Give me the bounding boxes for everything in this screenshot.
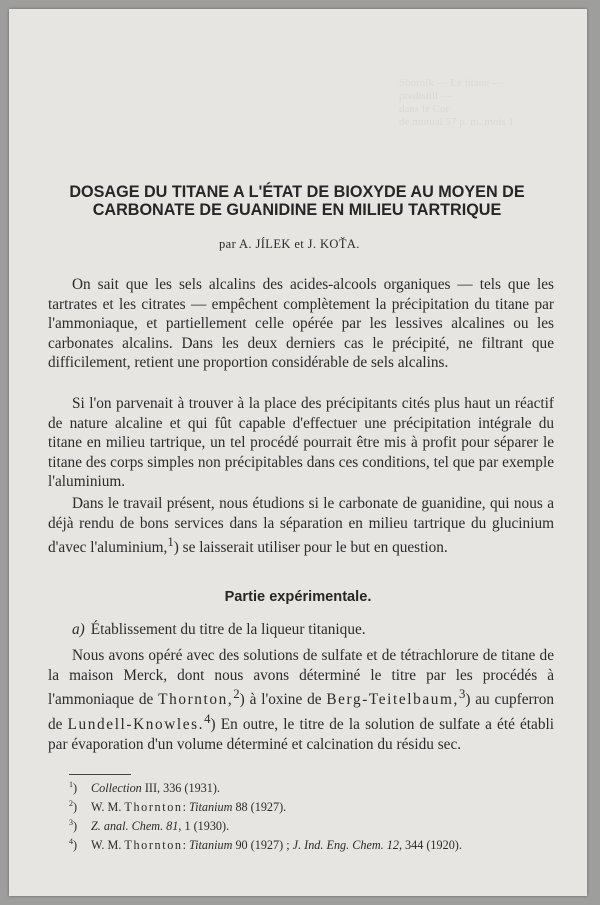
footnote-marker: 2 <box>69 799 73 809</box>
ghost-line: de mutual 57 p. m. mois 1 <box>399 116 514 128</box>
footnote-number: $^4$) <box>69 837 78 853</box>
ghost-line: Sbornik — Le titane — <box>399 77 503 89</box>
author-name: Berg-Teitelbaum, <box>326 691 459 709</box>
footnote-text: W. M. <box>91 800 125 815</box>
subsection-heading <box>48 620 554 640</box>
paragraph-intro: On sait que les sels alcalins des acides-alcools organiques — tels que les tartrates et les citrates — empêchent complètement la précipitation du titane par l'ammoniaque, et partiellement celle opérée par les lessives alcalines ou les carbonates alcalins. Dans les deux derniers cas le précipité, ne filtrant que difficilement, retient une proportion considérable de sels alcalins. <box>48 276 554 372</box>
footnote-4 <box>69 834 569 853</box>
footnote-number: $^2$) <box>69 799 78 815</box>
footnote-text: Titanium <box>189 838 233 853</box>
footnote-text: Collection <box>91 781 142 796</box>
text-run: ) En outre, le titre de la solution de sulfate a été établi par évaporation d'un volume déterminé et calcination du résidu sec. <box>48 715 554 753</box>
footnote-text: : <box>182 800 190 815</box>
footnote-text: Titanium <box>189 800 233 815</box>
footnote-text: : <box>182 838 190 853</box>
footnote-marker: 1 <box>69 780 73 789</box>
footnote-text: Z. anal. Chem. 81, <box>91 819 182 834</box>
footnote-number: $^1$) <box>69 780 78 796</box>
footnote-text: 88 (1927). <box>232 800 287 815</box>
text-run: ) au cupferron de <box>48 691 554 733</box>
ghost-line: dans le Cor <box>399 103 450 115</box>
article-title: DOSAGE DU TITANE A L'ÉTAT DE BIOXYDE AU MOYEN DE CARBONATE DE GUANIDINE EN MILIEU TARTRIQUE <box>69 183 525 219</box>
footnote-ref: 4 <box>204 711 211 726</box>
footnote-3 <box>69 815 569 834</box>
footnote-marker: 3 <box>69 818 73 828</box>
bleed-through-text <box>399 77 569 129</box>
byline: par A. JÍLEK et J. KOŤA. <box>219 237 360 251</box>
footnote-marker: 4 <box>69 837 73 847</box>
ghost-line: predistill — <box>399 90 452 102</box>
footnote-ref: 2 <box>233 687 240 702</box>
footnote-ref: 3 <box>458 687 466 702</box>
text-run: ) à l'oxine de <box>239 691 327 709</box>
footnote-text: 1 (1930). <box>181 819 230 834</box>
paragraph-aim <box>48 494 554 558</box>
footnote-1 <box>69 777 569 796</box>
author-name: Thornton, <box>158 691 234 709</box>
paragraph-hypothesis: Si l'on parvenait à trouver à la place des précipitants cités plus haut un réactif de nature alcaline et qui fût capable d'effectuer une précipitation intégrale du titane en milieu tartrique, un tel procédé pourrait être mis à profit pour séparer le titane des corps simples non précipitables dans ces conditions, tel que par exemple l'aluminium. <box>48 395 554 491</box>
footnote-text: J. Ind. Eng. Chem. 12, <box>292 838 402 853</box>
footnote-number: $^3$) <box>69 818 78 834</box>
footnote-text: Thornton <box>124 838 183 853</box>
footnotes <box>69 777 569 853</box>
footnote-text: 90 (1927) ; <box>232 838 293 853</box>
footnote-rule <box>69 774 131 775</box>
footnote-2 <box>69 796 569 815</box>
text-run: ) se laisserait utiliser pour le but en question. <box>173 539 448 557</box>
author-name: Lundell-Knowles. <box>67 715 205 733</box>
document-page <box>9 9 587 896</box>
subsection-label: a) <box>72 621 85 638</box>
footnote-text: III, 336 (1931). <box>141 781 220 796</box>
footnote-ref: 1 <box>167 535 174 550</box>
footnote-text: 344 (1920). <box>402 838 462 853</box>
footnote-text: W. M. <box>91 838 125 853</box>
text-run: Dans le travail présent, nous étudions si le carbonate de guanidine, qui nous a déjà rendu de bons services dans la séparation en milieu tartrique du glucinium d'avec l'aluminium, <box>48 495 554 557</box>
subsection-text: Établissement du titre de la liqueur titanique. <box>90 621 366 638</box>
text-run: Nous avons opéré avec des solutions de sulfate et de tétrachlorure de titane de la maison Merck, dont nous avons déterminé le titre par les procédés à l'ammoniaque de <box>48 647 554 709</box>
section-heading: Partie expérimentale. <box>224 589 372 605</box>
footnote-text: Thornton <box>124 800 183 815</box>
paragraph-methods <box>48 646 554 754</box>
